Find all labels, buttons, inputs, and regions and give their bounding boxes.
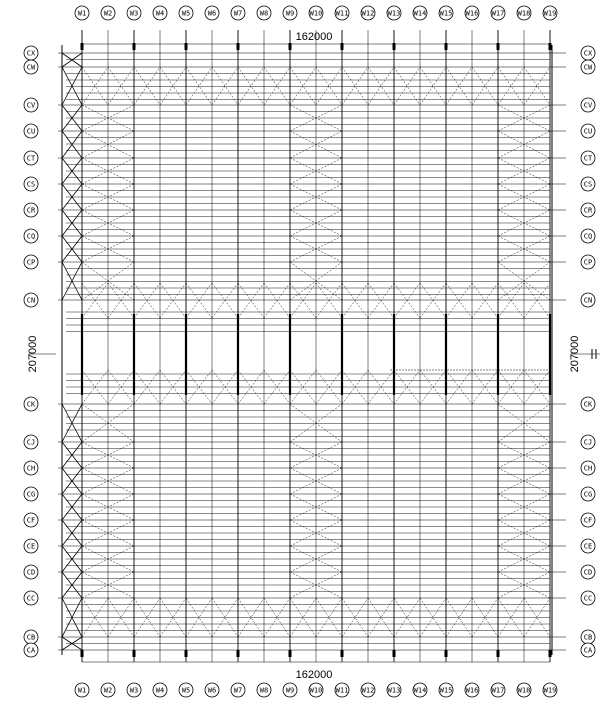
cross-bracing xyxy=(472,283,498,318)
row-bubble-right: CS xyxy=(583,180,593,189)
column-bubble-bottom: W10 xyxy=(309,686,323,695)
column-bubble-top: W11 xyxy=(335,9,349,18)
column-bubble-top: W1 xyxy=(77,9,87,18)
row-bubble-left: CX xyxy=(26,49,36,58)
column-bubble-bottom: W5 xyxy=(181,686,191,695)
row-bubble-left: CE xyxy=(26,542,36,551)
column-bubble-top: W12 xyxy=(361,9,375,18)
column-bubble-bottom: W19 xyxy=(543,686,557,695)
cross-bracing xyxy=(394,283,420,318)
cross-bracing xyxy=(368,283,394,318)
row-bubble-right: CT xyxy=(583,154,593,163)
column-bubble-top: W19 xyxy=(543,9,557,18)
row-bubble-right: CA xyxy=(583,646,593,655)
row-bubble-left: CS xyxy=(26,180,36,189)
cross-bracing xyxy=(290,283,316,318)
row-bubble-right: CE xyxy=(583,542,593,551)
column-bubble-top: W7 xyxy=(233,9,243,18)
column-bubble-bottom: W11 xyxy=(335,686,349,695)
column-marker xyxy=(81,650,84,657)
row-bubble-right: CB xyxy=(583,633,593,642)
column-marker xyxy=(445,650,448,657)
column-bubble-top: W8 xyxy=(259,9,269,18)
column-bubble-top: W15 xyxy=(439,9,453,18)
column-bubble-bottom: W18 xyxy=(517,686,531,695)
column-bubble-bottom: W15 xyxy=(439,686,453,695)
cross-bracing xyxy=(134,283,160,318)
row-bubble-right: CQ xyxy=(583,232,593,241)
cross-bracing xyxy=(108,283,134,318)
cross-bracing xyxy=(238,283,264,318)
row-bubble-left: CU xyxy=(26,127,36,136)
column-bubble-top: W18 xyxy=(517,9,531,18)
row-bubble-left: CF xyxy=(26,516,36,525)
column-marker xyxy=(497,650,500,657)
row-bubble-left: CR xyxy=(26,206,36,215)
column-bubble-bottom: W3 xyxy=(129,686,139,695)
cross-bracing xyxy=(420,283,446,318)
row-bubble-right: CP xyxy=(583,258,593,267)
row-bubble-left: CV xyxy=(26,101,36,110)
column-bubble-top: W13 xyxy=(387,9,401,18)
cross-bracing xyxy=(82,283,108,318)
axis-bubble-layer xyxy=(24,6,595,697)
bracing-layer xyxy=(62,53,550,650)
column-bubble-top: W5 xyxy=(181,9,191,18)
column-marker xyxy=(289,650,292,657)
row-bubble-right: CW xyxy=(583,63,593,72)
column-marker xyxy=(341,650,344,657)
cross-bracing xyxy=(524,283,550,318)
column-marker xyxy=(393,650,396,657)
column-bubble-bottom: W17 xyxy=(491,686,505,695)
row-bubble-left: CP xyxy=(26,258,36,267)
row-bubble-right: CD xyxy=(583,568,593,577)
row-bubble-left: CK xyxy=(26,400,36,409)
column-bubble-bottom: W9 xyxy=(285,686,295,695)
row-bubble-left: CJ xyxy=(26,438,36,447)
row-bubble-right: CF xyxy=(583,516,593,525)
column-bubble-bottom: W4 xyxy=(155,686,165,695)
column-bubble-bottom: W1 xyxy=(77,686,87,695)
column-bubble-bottom: W7 xyxy=(233,686,243,695)
column-bubble-bottom: W14 xyxy=(413,686,427,695)
cross-bracing xyxy=(160,283,186,318)
cross-bracing xyxy=(186,283,212,318)
column-marker xyxy=(549,650,552,657)
row-bubble-right: CC xyxy=(583,594,593,603)
column-bubble-top: W16 xyxy=(465,9,479,18)
cross-bracing xyxy=(212,283,238,318)
row-bubble-left: CG xyxy=(26,490,36,499)
row-bubble-right: CJ xyxy=(583,438,593,447)
column-bubble-bottom: W13 xyxy=(387,686,401,695)
bottom-overall-dimension: 162000 xyxy=(295,669,333,681)
row-bubble-left: CC xyxy=(26,594,36,603)
column-bubble-bottom: W6 xyxy=(207,686,217,695)
left-overall-dimension: 207000 xyxy=(27,335,39,373)
right-overall-dimension: 207000 xyxy=(569,335,581,373)
column-marker xyxy=(237,650,240,657)
column-bubble-bottom: W16 xyxy=(465,686,479,695)
column-marker xyxy=(133,650,136,657)
row-bubble-left: CN xyxy=(26,296,36,305)
column-bubble-top: W9 xyxy=(285,9,295,18)
column-bubble-bottom: W8 xyxy=(259,686,269,695)
row-bubble-right: CR xyxy=(583,206,593,215)
top-overall-dimension: 162000 xyxy=(295,31,333,43)
row-bubble-left: CW xyxy=(26,63,36,72)
purlin-layer xyxy=(66,60,550,644)
row-bubble-right: CG xyxy=(583,490,593,499)
row-bubble-left: CT xyxy=(26,154,36,163)
column-bubble-top: W17 xyxy=(491,9,505,18)
row-bubble-right: CH xyxy=(583,464,593,473)
row-bubble-right: CN xyxy=(583,296,593,305)
row-bubble-right: CV xyxy=(583,101,593,110)
column-bubble-bottom: W2 xyxy=(103,686,113,695)
row-bubble-right: CX xyxy=(583,49,593,58)
row-bubble-left: CA xyxy=(26,646,36,655)
row-bubble-left: CD xyxy=(26,568,36,577)
cross-bracing xyxy=(316,283,342,318)
column-bubble-top: W2 xyxy=(103,9,113,18)
row-bubble-left: CB xyxy=(26,633,36,642)
main-beam-layer xyxy=(62,43,552,657)
cross-bracing xyxy=(498,283,524,318)
column-bubble-bottom: W12 xyxy=(361,686,375,695)
column-bubble-top: W3 xyxy=(129,9,139,18)
row-bubble-right: CK xyxy=(583,400,593,409)
column-bubble-top: W14 xyxy=(413,9,427,18)
cross-bracing xyxy=(446,283,472,318)
column-bubble-top: W6 xyxy=(207,9,217,18)
column-bubble-top: W10 xyxy=(309,9,323,18)
cross-bracing xyxy=(342,283,368,318)
column-bubble-top: W4 xyxy=(155,9,165,18)
row-bubble-right: CU xyxy=(583,127,593,136)
row-bubble-left: CH xyxy=(26,464,36,473)
column-marker xyxy=(185,650,188,657)
row-bubble-left: CQ xyxy=(26,232,36,241)
cross-bracing xyxy=(264,283,290,318)
